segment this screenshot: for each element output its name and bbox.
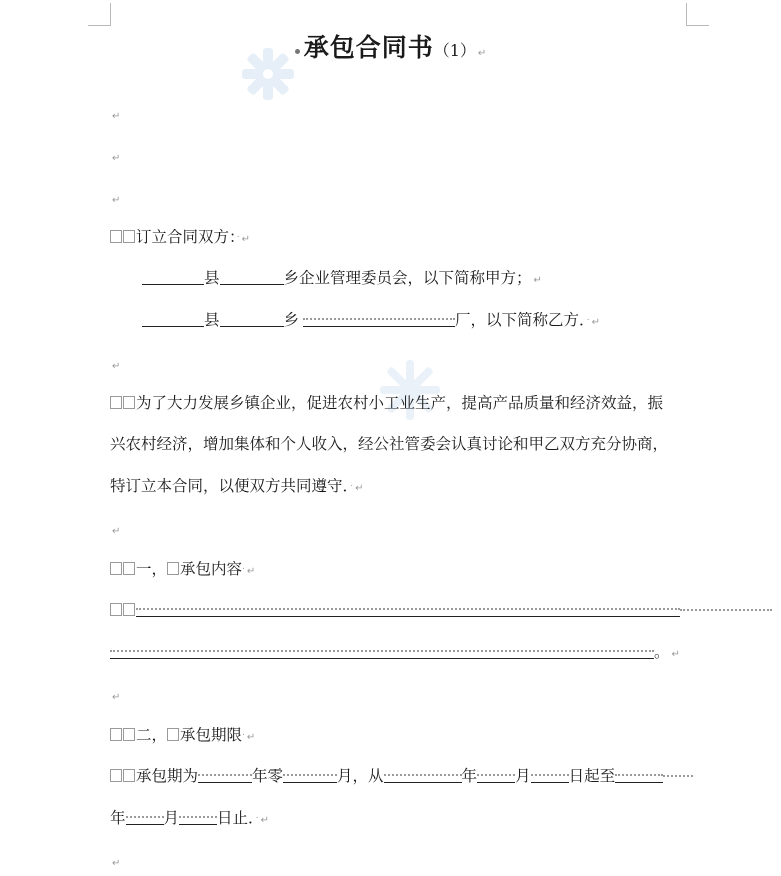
township-label: 乡 <box>283 311 300 329</box>
content-blank[interactable] <box>110 643 654 659</box>
return-mark-icon: ↵ <box>112 858 121 869</box>
end-mark: 。 <box>654 643 670 661</box>
return-mark-icon: ↵ <box>260 815 270 826</box>
return-mark-icon: ↵ <box>246 566 256 577</box>
county-label: 县 <box>204 269 220 287</box>
return-mark-icon: ↵ <box>355 483 364 494</box>
placeholder-box <box>167 728 179 741</box>
preamble-text: 特订立本合同，以便双方共同遵守． <box>110 477 351 495</box>
section-title: 承包内容 <box>180 560 243 578</box>
return-mark-icon: ↵ <box>241 234 251 245</box>
placeholder-box <box>123 769 135 782</box>
factory-blank[interactable] <box>303 311 455 327</box>
parties-heading: 订立合同双方：· ↵ <box>110 227 250 250</box>
party-a-text: 乡企业管理委员会，以下简称甲方； <box>283 269 532 287</box>
placeholder-box <box>110 769 122 782</box>
party-b-line: 县 乡 厂，以下简称乙方．· ↵ <box>142 310 600 333</box>
corner-mark-top-left <box>88 3 111 26</box>
content-line-1 <box>110 600 772 620</box>
return-mark-icon: ↵ <box>112 526 121 537</box>
parties-heading-text: 订立合同双方： <box>136 228 237 246</box>
empty-paragraph <box>110 104 120 127</box>
placeholder-box <box>110 562 122 575</box>
empty-paragraph <box>110 685 120 708</box>
return-mark-icon: ↵ <box>591 317 601 328</box>
years-label: 年零 <box>252 767 284 785</box>
period-line-1 <box>110 766 693 786</box>
to-year-label: 年 <box>110 809 126 827</box>
township-blank[interactable] <box>220 269 284 285</box>
return-mark-icon: ↵ <box>671 649 680 660</box>
placeholder-box <box>110 728 122 741</box>
placeholder-box <box>110 603 122 616</box>
placeholder-box <box>110 396 122 409</box>
preamble-line-2 <box>110 434 668 454</box>
to-year-blank[interactable] <box>615 767 663 783</box>
return-mark-icon: ↵ <box>112 361 121 372</box>
content-line-2 <box>110 642 680 665</box>
empty-paragraph <box>110 354 120 377</box>
return-mark-icon: ↵ <box>477 48 487 59</box>
title-number: （1） <box>433 41 476 60</box>
years-blank[interactable] <box>198 767 252 783</box>
preamble-line-1 <box>110 393 663 413</box>
placeholder-box <box>110 230 122 243</box>
preamble-text: 为了大力发展乡镇企业，促进农村小工业生产，提高产品质量和经济效益，振 <box>136 394 664 412</box>
document-title <box>0 28 781 64</box>
section-2-heading: 二， 承包期限· ↵ <box>110 725 255 748</box>
placeholder-box <box>167 562 179 575</box>
empty-paragraph <box>110 851 120 874</box>
return-mark-icon: ↵ <box>112 153 121 164</box>
months-blank[interactable] <box>283 767 337 783</box>
placeholder-box <box>123 603 135 616</box>
placeholder-box <box>123 396 135 409</box>
county-blank[interactable] <box>142 311 204 327</box>
section-1-heading: 一， 承包内容· ↵ <box>110 559 255 582</box>
corner-mark-top-right <box>686 3 709 26</box>
return-mark-icon: ↵ <box>533 275 542 286</box>
overflow-dots <box>680 602 772 617</box>
to-month-blank[interactable] <box>126 809 164 825</box>
placeholder-box <box>123 230 135 243</box>
months-label: 月，从 <box>337 767 384 785</box>
title-main: 承包合同书 <box>303 33 434 62</box>
period-label: 承包期为 <box>136 767 199 785</box>
overflow-dots <box>663 768 693 783</box>
return-mark-icon: ↵ <box>112 111 121 122</box>
party-a-line <box>142 268 542 291</box>
from-day-label: 日起至 <box>568 767 616 785</box>
to-day-blank[interactable] <box>179 809 217 825</box>
placeholder-box <box>123 562 135 575</box>
to-month-label: 月 <box>163 809 180 827</box>
preamble-text: 兴农村经济，增加集体和个人收入，经公社管委会认真讨论和甲乙双方充分协商， <box>110 435 669 453</box>
from-day-blank[interactable] <box>531 767 569 783</box>
content-blank[interactable] <box>136 601 680 617</box>
township-blank[interactable] <box>220 311 284 327</box>
section-number: 二， <box>136 726 168 744</box>
return-mark-icon: ↵ <box>112 195 121 206</box>
return-mark-icon: ↵ <box>246 732 256 743</box>
from-month-label: 月 <box>515 767 531 785</box>
preamble-line-3: 特订立本合同，以便双方共同遵守．· ↵ <box>110 477 364 495</box>
placeholder-box <box>123 728 135 741</box>
empty-paragraph <box>110 146 120 169</box>
party-b-text: 厂，以下简称乙方． <box>455 311 587 329</box>
from-year-blank[interactable] <box>384 767 462 783</box>
period-line-2: 年 月 日止．· ↵ <box>110 809 270 827</box>
empty-paragraph <box>110 188 120 211</box>
county-blank[interactable] <box>142 269 204 285</box>
from-month-blank[interactable] <box>477 767 515 783</box>
county-label: 县 <box>204 311 220 329</box>
empty-paragraph <box>110 519 120 542</box>
bullet-marker <box>295 49 300 54</box>
section-number: 一， <box>136 560 168 578</box>
to-day-label: 日止． <box>217 809 256 827</box>
section-title: 承包期限 <box>180 726 243 744</box>
return-mark-icon: ↵ <box>112 692 121 703</box>
from-year-label: 年 <box>461 767 478 785</box>
